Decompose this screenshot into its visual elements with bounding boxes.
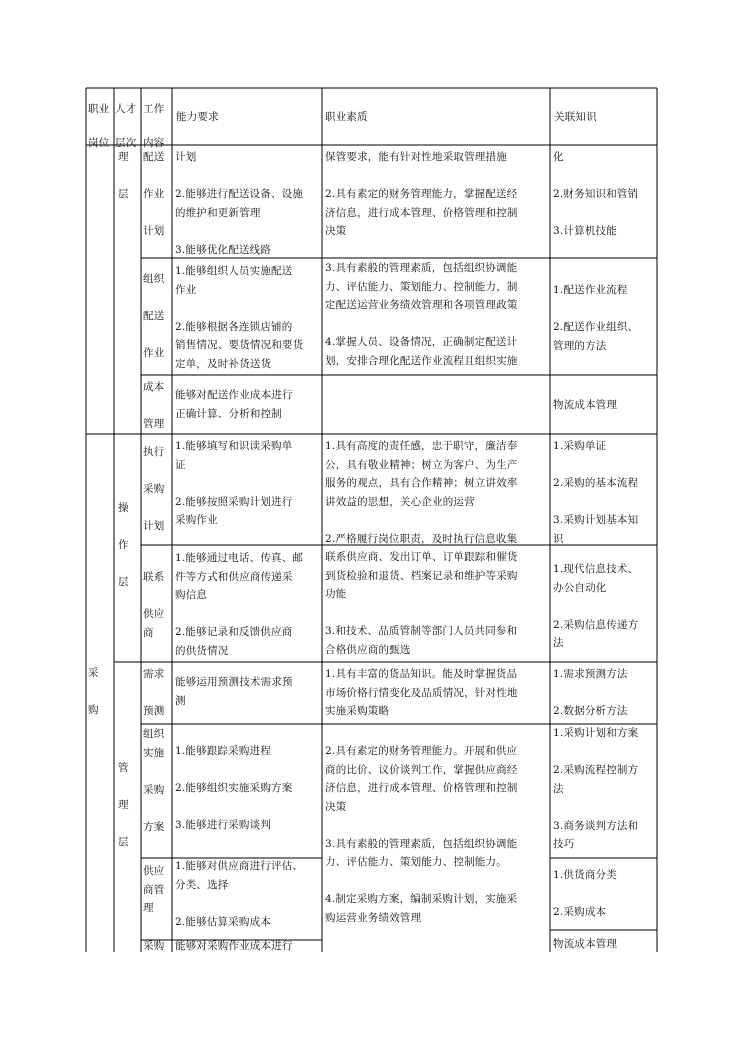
ability-text: 能够对采购作业成本进行 (175, 940, 293, 952)
ability-text: 1.能够组织人员实施配送 作业 2.能够根据各连锁店铺的 销售情况、要货情况和要货 定单，及时补货送货 (175, 265, 304, 370)
knowledge-text: 1.供货商分类 2.采购成本 (553, 869, 617, 918)
ability-text: 1.能够填写和识读采购单 证 2.能够按照采购计划进行 采购作业 (175, 440, 293, 526)
header-talent-level: 人才 层次 (115, 103, 137, 149)
work-content: 配送 作业 计划 (143, 151, 165, 237)
knowledge-text: 1.配送作业流程 2.配送作业组织、 管理的方法 (553, 284, 639, 352)
level-operation: 操 作 层 (118, 502, 129, 588)
ability-text: 计划 2.能够进行配送设备、设施 的维护和更新管理 3.能够优化配送线路 (175, 151, 304, 256)
quality-text: 1.具有高度的责任感，忠于职守，廉洁奉 公，具有敬业精神；树立为客户、为生产 服务的观点，具有合作精神；树立讲效率 讲效益的思想，关心企业的运营 2.严格履行岗位职责，及时执行信息收集 联系供应商、发出订单、订单跟踪和催货 到货检验和退货、档案记录和维护等采购 功能 3.和技术、品质管制等部门人员共同参和 合格供应商的甄选 (325, 440, 518, 656)
header-quality: 职业素质 (325, 111, 368, 123)
header-ability: 能力要求 (176, 111, 219, 123)
quality-text: 1.具有丰富的货品知识。能及时掌握货品 市场价格行情变化及品质情况，针对性地 实施采购策略 (325, 668, 518, 717)
level-management: 管 理 层 (118, 762, 129, 848)
work-content: 供应 商管 理 (143, 865, 165, 914)
level-management-top: 理 层 (118, 151, 129, 200)
knowledge-text: 1.现代信息技术、 办公自动化 2.采购信息传递方 法 (553, 563, 639, 649)
ability-text: 1.能够跟踪采购进程 2.能够组织实施采购方案 3.能够进行采购谈判 (175, 745, 293, 831)
header-knowledge: 关联知识 (554, 111, 597, 123)
header-work-content: 工作 内容 (143, 103, 165, 149)
knowledge-text: 物流成本管理 (553, 399, 618, 411)
knowledge-text: 1.需求预测方法 2.数据分析方法 (553, 668, 628, 717)
knowledge-text: 化 2.财务知识和管销 3.计算机技能 (553, 151, 639, 237)
ability-text: 1.能够对供应商进行评估、 分类、选择 2.能够估算采购成本 (175, 860, 304, 928)
quality-text: 2.具有素定的财务管理能力。开展和供应 商的比价、议价谈判工作，掌握供应商经 济信息，进行成本管理、价格管理和控制 决策 3.具有素般的管理素质，包括组织协调能 力、评估能力、策划能力、控制能力。 4.制定采购方案，编制采购计划，实施采 购运营业务绩效管理 (325, 745, 518, 924)
work-content: 成本 管理 (143, 381, 165, 430)
work-content: 联系 供应 商 (143, 571, 165, 639)
ability-text: 能够运用预测技术需求预 测 (175, 676, 293, 707)
work-content: 组织 配送 作业 (143, 273, 165, 359)
work-content: 需求 预测 (143, 668, 165, 717)
header-job-position: 职业 岗位 (88, 103, 110, 149)
work-content: 组织 实施 采购 方案 (143, 728, 165, 833)
knowledge-text: 物流成本管理 (553, 938, 618, 950)
ability-text: 1.能够通过电话、传真、邮 件等方式和供应商传递采 购信息 2.能够记录和反馈供应商 的供货情况 (175, 552, 304, 657)
quality-text: 保管要求，能有针对性地采取管理措施 2.具有素定的财务管理能力，掌握配送经 济信息，进行成本管理、价格管理和控制 决策 3.具有素般的管理素质，包括组织协调能 力、评估能力、策划能力、控制能力，制 定配送运营业务绩效管理和各项管理政策 4.掌握人员、设备情况，正确制定配送计 划，安排合理化配送作业流程且组织实施 (325, 151, 518, 367)
work-content: 执行 采购 计划 (143, 446, 165, 532)
knowledge-text: 1.采购单证 2.采购的基本流程 3.采购计划基本知 识 (553, 440, 639, 545)
position-label: 采 购 (88, 667, 99, 716)
knowledge-text: 1.采购计划和方案 2.采购流程控制方 法 3.商务谈判方法和 技巧 (553, 727, 639, 850)
work-content: 采购 (143, 940, 165, 952)
ability-text: 能够对配送作业成本进行 正确计算、分析和控制 (175, 389, 293, 420)
